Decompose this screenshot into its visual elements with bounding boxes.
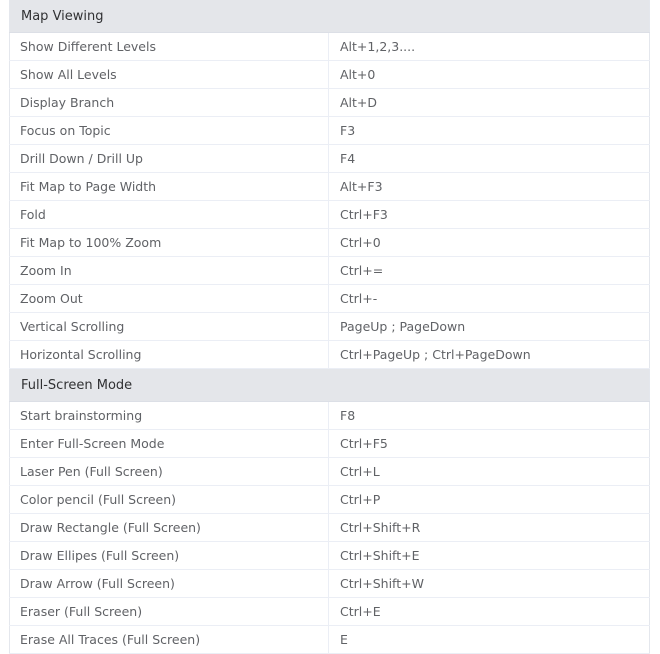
action-cell: Enter Full-Screen Mode bbox=[10, 430, 329, 458]
section-title: Map Viewing bbox=[10, 0, 650, 33]
action-cell: Eraser (Full Screen) bbox=[10, 598, 329, 626]
table-row bbox=[10, 542, 650, 570]
table-row bbox=[10, 430, 650, 458]
shortcut-table bbox=[9, 0, 650, 654]
shortcut-key-cell: Ctrl+P bbox=[329, 486, 650, 514]
shortcut-key-cell: PageUp ; PageDown bbox=[329, 313, 650, 341]
action-cell: Focus on Topic bbox=[10, 117, 329, 145]
shortcut-key-cell: F8 bbox=[329, 402, 650, 430]
shortcut-key-cell: Alt+D bbox=[329, 89, 650, 117]
action-cell: Horizontal Scrolling bbox=[10, 341, 329, 369]
action-cell: Show All Levels bbox=[10, 61, 329, 89]
shortcut-key-cell: Ctrl+0 bbox=[329, 229, 650, 257]
action-cell: Fit Map to Page Width bbox=[10, 173, 329, 201]
action-cell: Fold bbox=[10, 201, 329, 229]
action-cell: Start brainstorming bbox=[10, 402, 329, 430]
shortcut-key-cell: Ctrl+- bbox=[329, 285, 650, 313]
section-header bbox=[10, 369, 650, 402]
shortcut-key-cell: Alt+0 bbox=[329, 61, 650, 89]
table-row bbox=[10, 458, 650, 486]
table-row bbox=[10, 486, 650, 514]
action-cell: Erase All Traces (Full Screen) bbox=[10, 626, 329, 654]
shortcut-key-cell: Ctrl+PageUp ; Ctrl+PageDown bbox=[329, 341, 650, 369]
table-row bbox=[10, 229, 650, 257]
action-cell: Draw Arrow (Full Screen) bbox=[10, 570, 329, 598]
shortcut-table-body bbox=[10, 0, 650, 654]
table-row bbox=[10, 201, 650, 229]
action-cell: Display Branch bbox=[10, 89, 329, 117]
table-row bbox=[10, 61, 650, 89]
table-row bbox=[10, 341, 650, 369]
section-header bbox=[10, 0, 650, 33]
table-row bbox=[10, 313, 650, 341]
shortcut-key-cell: E bbox=[329, 626, 650, 654]
table-row bbox=[10, 89, 650, 117]
shortcut-key-cell: Ctrl+F3 bbox=[329, 201, 650, 229]
section-title: Full-Screen Mode bbox=[10, 369, 650, 402]
shortcut-key-cell: Ctrl+L bbox=[329, 458, 650, 486]
action-cell: Show Different Levels bbox=[10, 33, 329, 61]
action-cell: Fit Map to 100% Zoom bbox=[10, 229, 329, 257]
table-row bbox=[10, 514, 650, 542]
table-row bbox=[10, 33, 650, 61]
action-cell: Draw Rectangle (Full Screen) bbox=[10, 514, 329, 542]
shortcut-key-cell: Ctrl+Shift+R bbox=[329, 514, 650, 542]
shortcut-key-cell: Ctrl+Shift+E bbox=[329, 542, 650, 570]
shortcut-key-cell: Ctrl+E bbox=[329, 598, 650, 626]
action-cell: Vertical Scrolling bbox=[10, 313, 329, 341]
table-row bbox=[10, 117, 650, 145]
table-row bbox=[10, 570, 650, 598]
action-cell: Zoom Out bbox=[10, 285, 329, 313]
action-cell: Laser Pen (Full Screen) bbox=[10, 458, 329, 486]
action-cell: Zoom In bbox=[10, 257, 329, 285]
table-row bbox=[10, 173, 650, 201]
shortcut-key-cell: Ctrl+F5 bbox=[329, 430, 650, 458]
action-cell: Color pencil (Full Screen) bbox=[10, 486, 329, 514]
shortcut-key-cell: F3 bbox=[329, 117, 650, 145]
shortcut-key-cell: Alt+1,2,3.... bbox=[329, 33, 650, 61]
action-cell: Drill Down / Drill Up bbox=[10, 145, 329, 173]
shortcut-key-cell: Ctrl+Shift+W bbox=[329, 570, 650, 598]
table-row bbox=[10, 598, 650, 626]
shortcut-key-cell: Ctrl+= bbox=[329, 257, 650, 285]
shortcut-key-cell: F4 bbox=[329, 145, 650, 173]
table-row bbox=[10, 402, 650, 430]
action-cell: Draw Ellipes (Full Screen) bbox=[10, 542, 329, 570]
shortcut-key-cell: Alt+F3 bbox=[329, 173, 650, 201]
table-row bbox=[10, 257, 650, 285]
table-row bbox=[10, 626, 650, 654]
table-row bbox=[10, 145, 650, 173]
table-row bbox=[10, 285, 650, 313]
